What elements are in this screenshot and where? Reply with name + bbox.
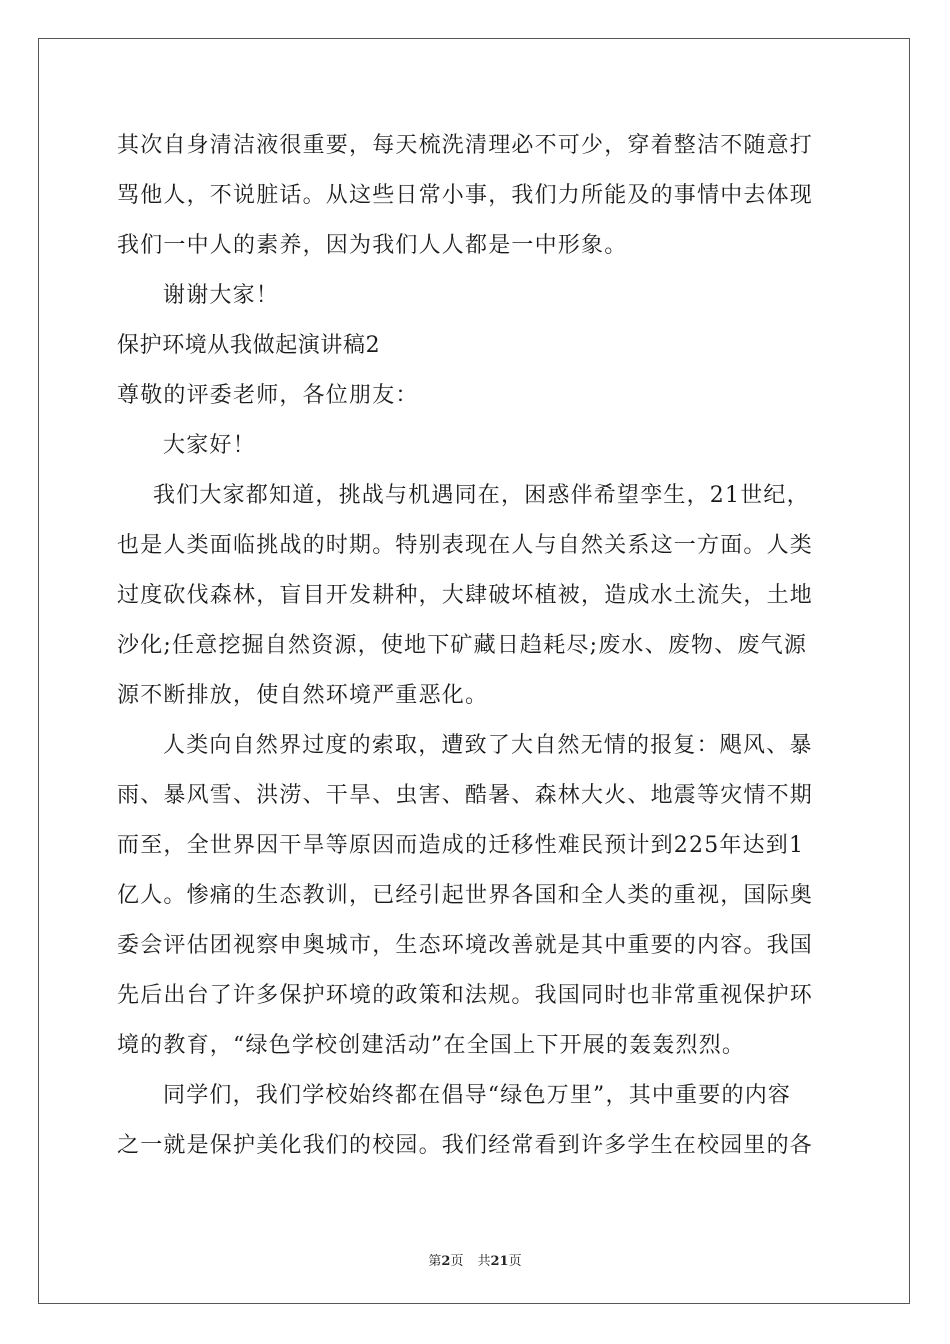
paragraph-line: 而至，全世界因干旱等原因而造成的迁移性难民预计到225年达到1 — [117, 833, 805, 858]
paragraph-line: 我们一中人的素养，因为我们人人都是一中形象。 — [117, 233, 628, 258]
paragraph-line: 亿人。惨痛的生态教训，已经引起世界各国和全人类的重视，国际奥 — [117, 883, 814, 908]
paragraph-line: 境的教育，“绿色学校创建活动”在全国上下开展的轰轰烈烈。 — [117, 1033, 746, 1058]
paragraph-line: 过度砍伐森林，盲目开发耕种，大肆破坏植被，造成水土流失，土地 — [117, 583, 814, 608]
page-prefix: 第 — [428, 1254, 442, 1269]
current-page-number: 2 — [441, 1254, 451, 1269]
paragraph-line: 雨、暴风雪、洪涝、干旱、虫害、酷暑、森林大火、地震等灾情不期 — [117, 783, 814, 808]
total-page-count: 21 — [490, 1254, 509, 1269]
paragraph-line: 沙化;任意挖掘自然资源，使地下矿藏日趋耗尽;废水、废物、废气源 — [117, 633, 808, 658]
section-title: 保护环境从我做起演讲稿2 — [117, 333, 381, 358]
paragraph-line: 其次自身清洁液很重要，每天梳洗清理必不可少，穿着整洁不随意打 — [117, 133, 814, 158]
page-footer — [0, 1250, 950, 1269]
paragraph-line: 委会评估团视察申奥城市，生态环境改善就是其中重要的内容。我国 — [117, 933, 814, 958]
paragraph-line: 之一就是保护美化我们的校园。我们经常看到许多学生在校园里的各 — [117, 1133, 814, 1158]
page-suffix: 页 — [450, 1254, 464, 1269]
paragraph-line: 人类向自然界过度的索取，遭致了大自然无情的报复：飓风、暴 — [163, 733, 813, 758]
total-suffix: 页 — [508, 1254, 522, 1269]
salutation: 尊敬的评委老师，各位朋友： — [117, 383, 419, 408]
paragraph-line: 同学们，我们学校始终都在倡导“绿色万里”，其中重要的内容 — [163, 1083, 792, 1108]
paragraph-line: 也是人类面临挑战的时期。特别表现在人与自然关系这一方面。人类 — [117, 533, 814, 558]
paragraph-line: 骂他人，不说脏话。从这些日常小事，我们力所能及的事情中去体现 — [117, 183, 814, 208]
document-body — [117, 128, 835, 1178]
paragraph-line: 源不断排放，使自然环境严重恶化。 — [117, 683, 489, 708]
total-prefix: 共 — [477, 1254, 491, 1269]
greeting: 大家好！ — [163, 433, 256, 458]
paragraph-line: 先后出台了许多保护环境的政策和法规。我国同时也非常重视保护环 — [117, 983, 814, 1008]
paragraph-line: 我们大家都知道，挑战与机遇同在，困惑伴希望孪生，21世纪， — [153, 483, 810, 508]
closing-thanks: 谢谢大家！ — [163, 283, 280, 308]
